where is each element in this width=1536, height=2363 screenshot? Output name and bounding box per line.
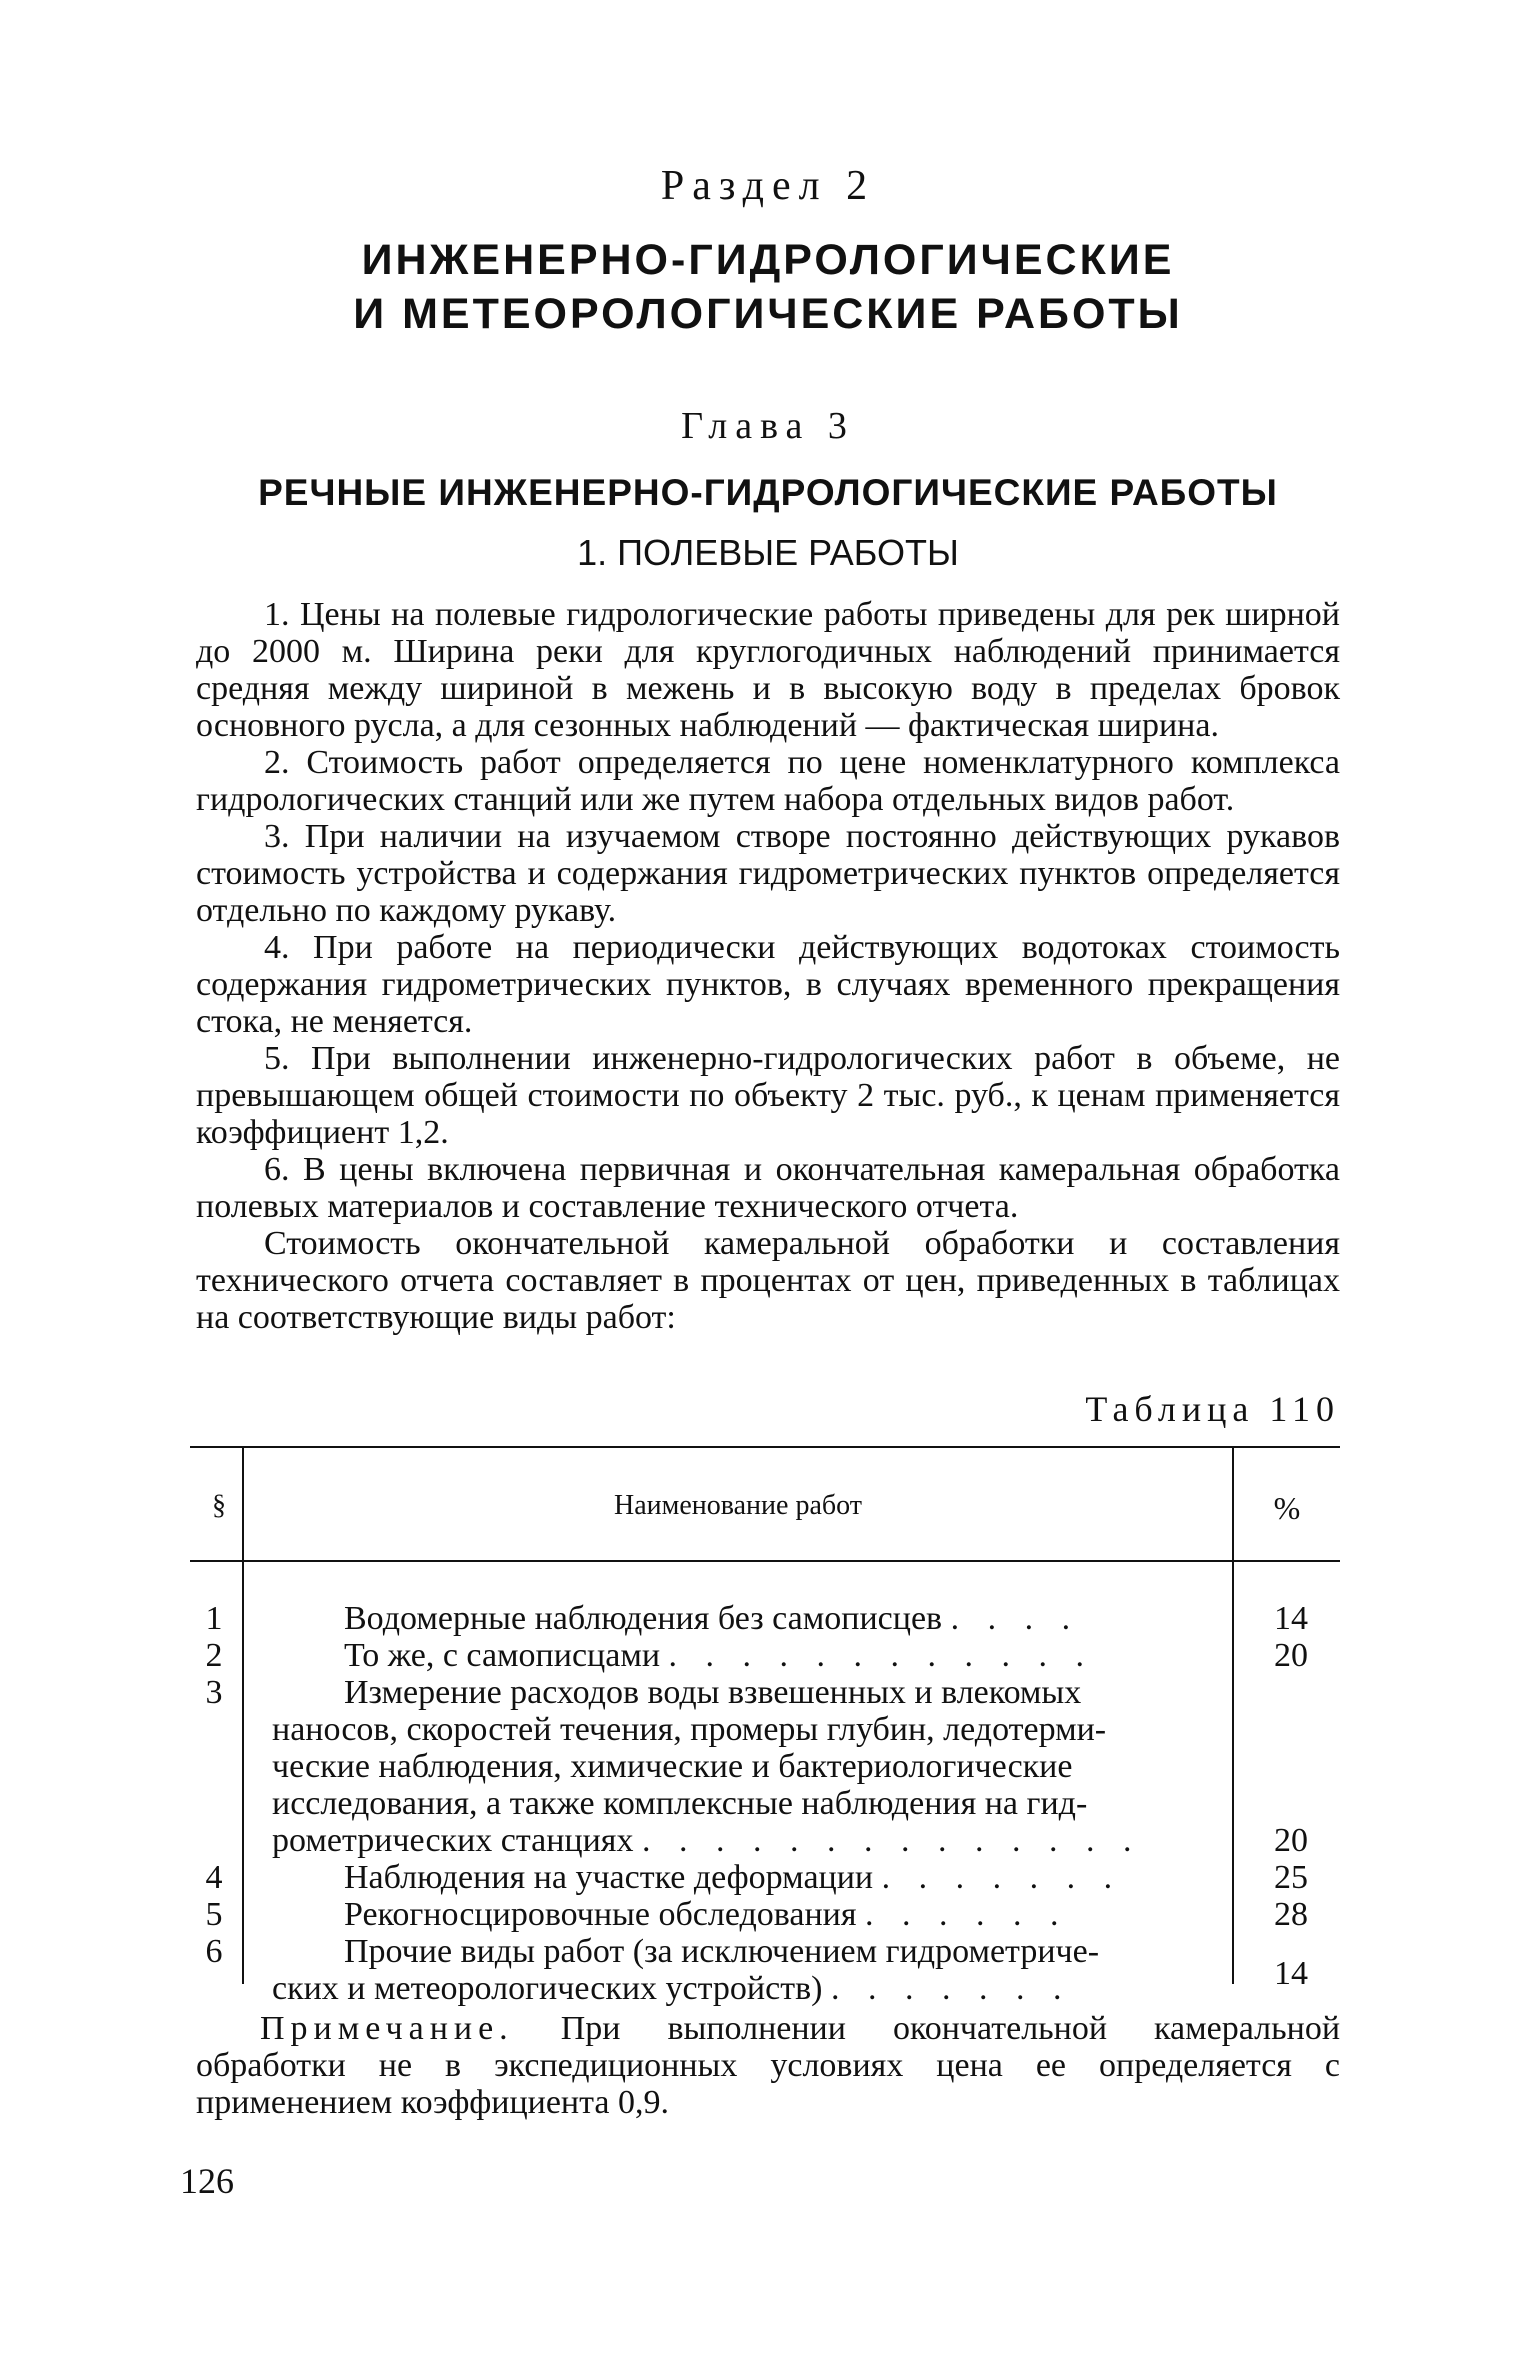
chapter-label: Глава 3 (681, 405, 855, 447)
table-row (272, 1933, 1212, 2007)
row-num: 6 (205, 1933, 223, 1970)
paragraph-7: Стоимость окончательной камеральной обработки и составления технического отчета составляет в процентах от цен, приведенных в таблицах на соответствующие виды работ: (196, 1225, 1340, 1336)
row-text: наносов, скоростей течения, промеры глубин, ледотерми- (272, 1711, 1107, 1748)
dot-leader: . . . . . . (865, 1896, 1069, 1933)
table-row (272, 1637, 1212, 1674)
dot-leader: . . . . . . . . . . . . . . (641, 1822, 1142, 1859)
paragraph-5: 5. При выполнении инженерно-гидрологических работ в объеме, не превышающем общей стоимости по объекту 2 тыс. руб., к ценам применяется коэффициент 1,2. (196, 1040, 1340, 1151)
paragraph-1: 1. Цены на полевые гидрологические работы приведены для рек ширной до 2000 м. Ширина реки для круглогодичных наблюдений принимается средняя между шириной в межень и в высокую воду в пределах бровок основного русла, а для сезонных наблюдений — фактическая ширина. (196, 596, 1340, 744)
row-num: 4 (205, 1859, 223, 1896)
section-title-line-1: ИНЖЕНЕРНО-ГИДРОЛОГИЧЕСКИЕ (361, 236, 1175, 284)
row-num: 2 (205, 1637, 223, 1674)
body-text (196, 596, 1340, 1336)
row-text: Измерение расходов воды взвешенных и влекомых (344, 1674, 1082, 1711)
header-num: § (212, 1490, 226, 1521)
row-num: 3 (205, 1674, 223, 1711)
table-row (272, 1859, 1212, 1896)
row-text: Прочие виды работ (за исключением гидрометриче- (344, 1933, 1100, 1970)
section-label: Раздел 2 (660, 163, 876, 209)
table-note (196, 2010, 1340, 2121)
note-label: Примечание. (260, 2010, 514, 2047)
section-title-line-2: И МЕТЕОРОЛОГИЧЕСКИЕ РАБОТЫ (353, 290, 1183, 338)
table-header-rule (190, 1560, 1340, 1562)
paragraph-6: 6. В цены включена первичная и окончательная камеральная обработка полевых материалов и составление технического отчета. (196, 1151, 1340, 1225)
row-text: ческие наблюдения, химические и бактериологические (272, 1748, 1073, 1785)
page-number: 126 (180, 2161, 234, 2201)
row-value: 20 (1274, 1637, 1308, 1674)
dot-leader: . . . . . . . (881, 1859, 1123, 1896)
table-row (272, 1674, 1212, 1859)
row-value: 14 (1274, 1600, 1308, 1637)
row-text: То же, с самописцами (344, 1637, 661, 1674)
row-text: Водомерные наблюдения без самописцев (344, 1600, 943, 1637)
dot-leader: . . . . . . . (830, 1970, 1072, 2007)
header-value: % (1273, 1490, 1301, 1526)
paragraph-4: 4. При работе на периодически действующих водотоках стоимость содержания гидрометрических пунктов, в случаях временного прекращения стока, не меняется. (196, 929, 1340, 1040)
row-value: 28 (1274, 1896, 1308, 1933)
subsection-title: 1. ПОЛЕВЫЕ РАБОТЫ (577, 532, 959, 573)
header-name: Наименование работ (614, 1490, 862, 1521)
table-row (272, 1600, 1212, 1637)
dot-leader: . . . . (950, 1600, 1081, 1637)
row-value: 14 (1274, 1955, 1308, 1992)
row-text: рометрических станциях (272, 1822, 634, 1859)
table-col-divider (1232, 1560, 1234, 1984)
row-text: Рекогносцировочные обследования (344, 1896, 857, 1933)
dot-leader: . . . . . . . . . . . . (668, 1637, 1095, 1674)
paragraph-2: 2. Стоимость работ определяется по цене номенклатурного комплекса гидрологических станций или же путем набора отдельных видов работ. (196, 744, 1340, 818)
note-text: При выполнении окончательной камеральной обработки не в экспедиционных условиях цена ее определяется с применением коэффициента 0,9. (196, 2010, 1341, 2121)
row-text: ских и метеорологических устройств) (272, 1970, 823, 2007)
row-value: 25 (1274, 1859, 1308, 1896)
paragraph-3: 3. При наличии на изучаемом створе постоянно действующих рукавов стоимость устройства и содержания гидрометрических пунктов определяется отдельно по каждому рукаву. (196, 818, 1340, 929)
row-num: 1 (205, 1600, 223, 1637)
row-num: 5 (205, 1896, 223, 1933)
row-text: Наблюдения на участке деформации (344, 1859, 874, 1896)
table-col-divider (242, 1560, 244, 1984)
chapter-title: РЕЧНЫЕ ИНЖЕНЕРНО-ГИДРОЛОГИЧЕСКИЕ РАБОТЫ (258, 472, 1278, 513)
table-row (272, 1896, 1212, 1933)
table-top-rule (190, 1446, 1340, 1448)
row-text: исследования, а также комплексные наблюдения на гид- (272, 1785, 1088, 1822)
table-caption: Таблица 110 (1085, 1389, 1340, 1429)
row-value: 20 (1274, 1822, 1308, 1859)
